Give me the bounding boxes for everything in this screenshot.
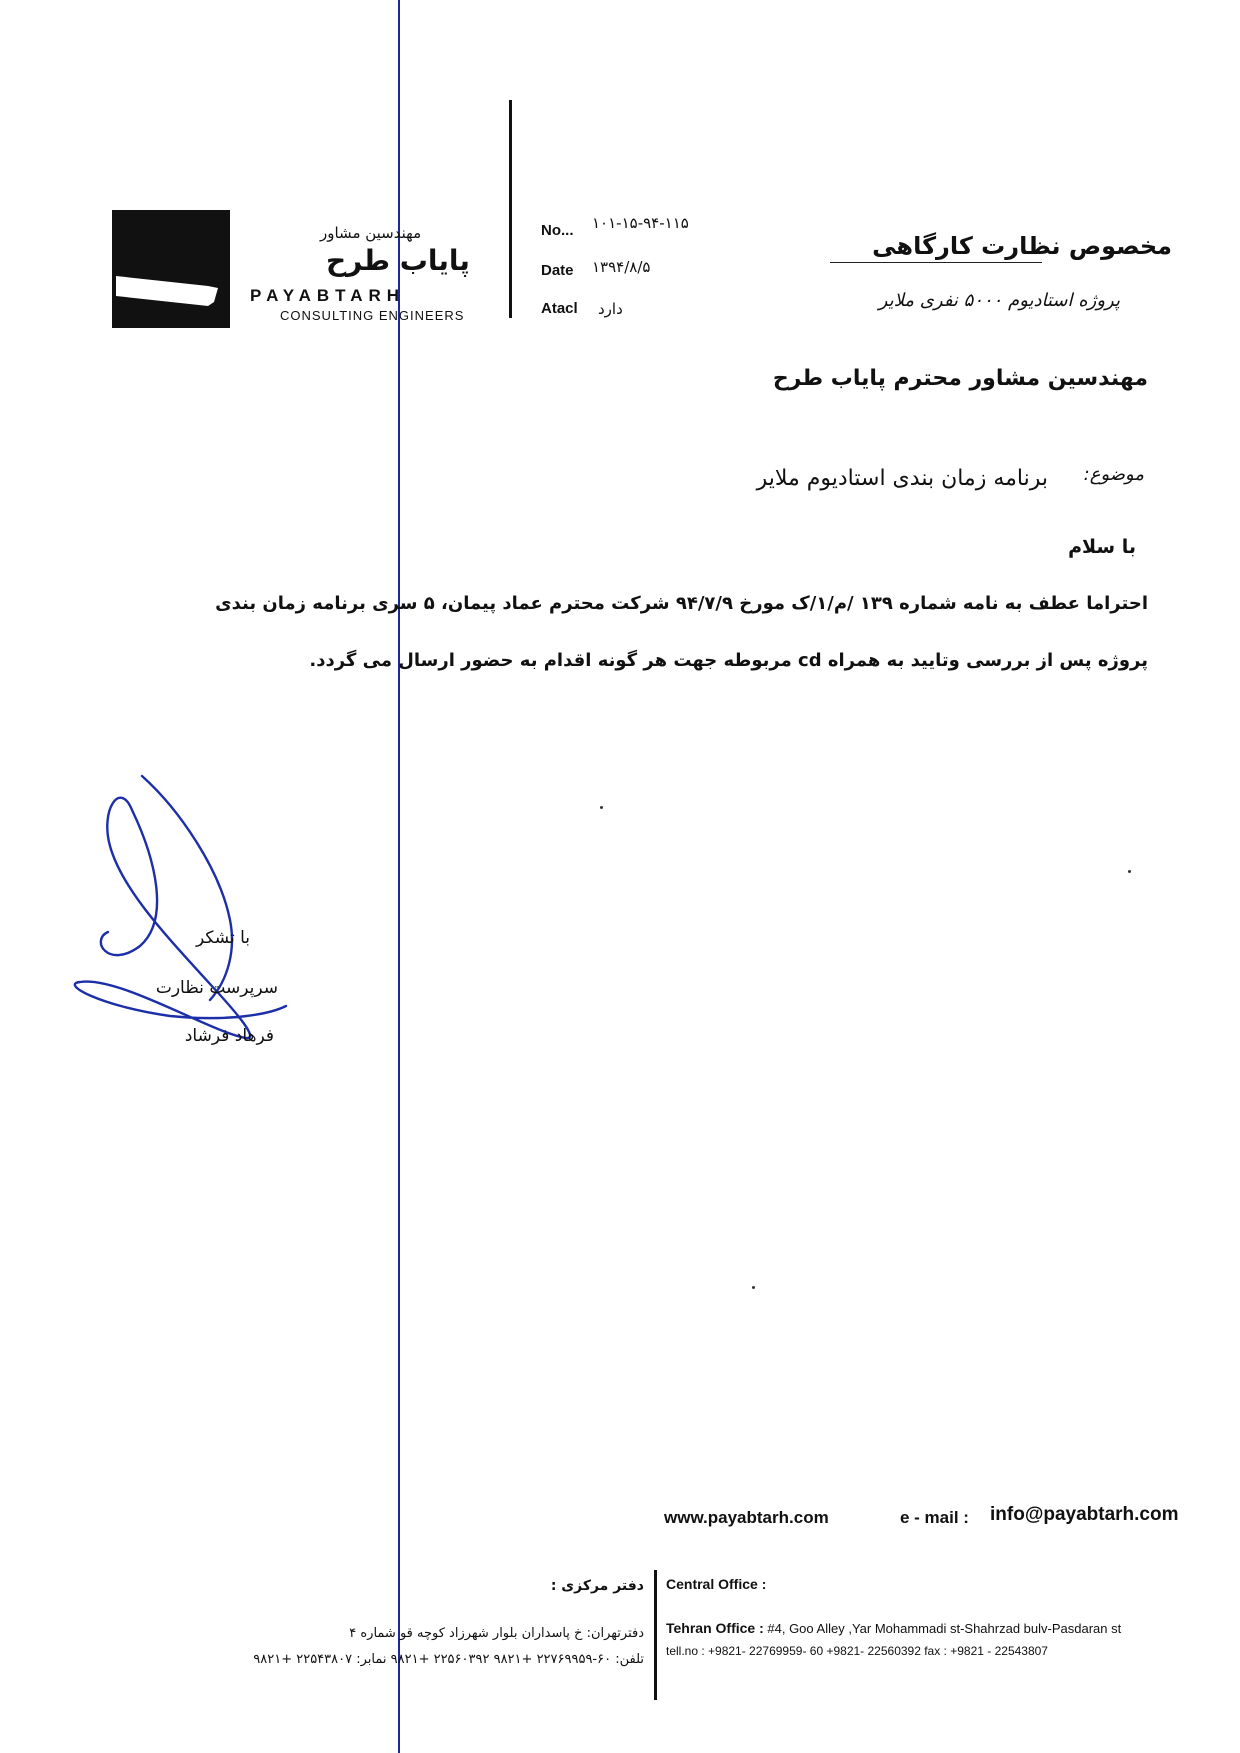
email-link[interactable]: info@payabtarh.com — [990, 1504, 1179, 1525]
phones-fa: تلفن: ۶۰-۲۲۷۶۹۹۵۹ +۹۸۲۱ ۲۲۵۶۰۳۹۲ +۹۸۲۱ نمابر: ۲۲۵۴۳۸۰۷ +۹۸۲۱ — [253, 1652, 644, 1667]
attachment-value: دارد — [598, 300, 623, 318]
signer-name: فرهاد فرشاد — [184, 1026, 274, 1046]
phones-en: tell.no : +9821- 22769959- 60 +9821- 22560392 fax : +9821 - 22543807 — [666, 1644, 1048, 1658]
scan-speck — [752, 1286, 755, 1289]
number-label: No... — [541, 222, 574, 239]
firm-name-en: PAYABTARH — [250, 286, 406, 305]
signer-title: سرپرست نظارت — [155, 978, 278, 998]
project-line: پروژه استادیوم ۵۰۰۰ نفری ملایر — [878, 290, 1120, 311]
heading-underline — [830, 262, 1042, 263]
letter-date: ۱۳۹۴/۸/۵ — [592, 258, 651, 276]
firm-name-fa: پایاب طرح — [326, 244, 470, 277]
footer-separator — [654, 1570, 657, 1700]
body-line-1: احتراما عطف به نامه شماره ۱۳۹ /م/۱/ک مورخ ۹۴/۷/۹ شرکت محترم عماد پیمان، ۵ سری برنامه زمان بندی — [215, 593, 1148, 614]
scan-speck — [600, 806, 603, 809]
central-office-fa: دفتر مرکزی : — [550, 1578, 644, 1594]
handwritten-signature — [60, 770, 320, 1060]
scan-speck — [1128, 870, 1131, 873]
subject-label: موضوع: — [1083, 464, 1144, 485]
website-link[interactable]: www.payabtarh.com — [664, 1508, 829, 1527]
subject-text: برنامه زمان بندی استادیوم ملایر — [756, 466, 1048, 491]
tehran-address-en — [666, 1620, 1121, 1636]
tehran-office-address: #4, Goo Alley ,Yar Mohammadi st-Shahrzad bulv-Pasdaran st — [767, 1621, 1122, 1636]
closing: با تشکر — [196, 928, 250, 948]
greeting: با سلام — [1068, 536, 1136, 558]
email-label: e - mail : — [900, 1508, 969, 1527]
letter-number: ۱۰۱-۱۵-۹۴-۱۱۵ — [592, 214, 689, 232]
tehran-address-fa: دفترتهران: خ پاسداران بلوار شهرزاد کوچه قو شماره ۴ — [349, 1626, 644, 1641]
firm-logo — [112, 210, 230, 328]
firm-name-fa-small: مهندسین مشاور — [320, 224, 422, 242]
firm-subtitle-en: CONSULTING ENGINEERS — [280, 308, 465, 323]
header-separator — [509, 100, 512, 318]
central-office-en: Central Office : — [666, 1576, 767, 1592]
date-label: Date — [541, 262, 574, 279]
addressee: مهندسین مشاور محترم پایاب طرح — [772, 366, 1148, 391]
tehran-office-label: Tehran Office : — [666, 1620, 764, 1636]
attachment-label: Atacl — [541, 300, 578, 317]
site-supervision-heading: مخصوص نظارت کارگاهی — [872, 232, 1172, 260]
body-line-2: پروژه پس از بررسی وتایید به همراه cd مربوطه جهت هر گونه اقدام به حضور ارسال می گردد. — [309, 650, 1148, 671]
